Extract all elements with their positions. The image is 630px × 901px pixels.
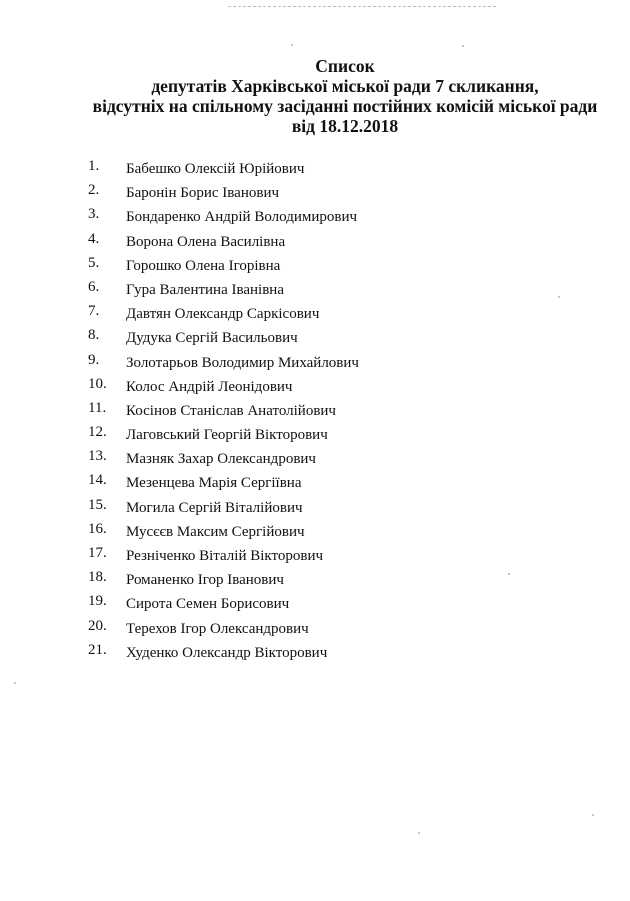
deputy-name: Ворона Олена Василівна (126, 233, 286, 250)
item-number: 9. (88, 351, 100, 368)
deputy-name: Терехов Ігор Олександрович (126, 620, 309, 637)
item-number: 4. (88, 230, 100, 247)
deputy-name: Лаговський Георгій Вікторович (126, 427, 328, 444)
item-number: 10. (88, 375, 107, 392)
deputy-name: Бабешко Олексій Юрійович (126, 161, 305, 177)
scan-speck (508, 573, 510, 575)
deputy-name: Худенко Олександр Вікторович (126, 644, 328, 661)
deputy-name: Бондаренко Андрій Володимирович (126, 209, 358, 226)
item-number: 17. (88, 545, 107, 561)
item-number: 15. (88, 496, 107, 513)
document-description: відсутніх на спільному засіданні постійних комісій міської ради (92, 96, 598, 116)
document-header (0, 56, 630, 136)
item-number: 8. (88, 327, 100, 344)
deputy-name: Дудука Сергій Васильович (126, 330, 298, 347)
item-number: 11. (88, 399, 107, 416)
item-number: 3. (88, 206, 100, 223)
deputy-name: Могила Сергій Віталійович (126, 499, 303, 516)
deputy-name: Золотарьов Володимир Михайлович (126, 354, 359, 371)
deputy-name: Романенко Ігор Іванович (126, 572, 284, 589)
deputy-name: Колос Андрій Леонідович (126, 378, 293, 395)
scan-speck (558, 296, 560, 298)
deputy-name: Мусєєв Максим Сергійович (126, 523, 305, 540)
deputy-name: Косінов Станіслав Анатолійович (126, 402, 336, 419)
item-number: 21. (88, 641, 107, 658)
item-number: 7. (88, 303, 100, 320)
deputy-name: Горошко Олена Ігорівна (126, 257, 281, 274)
deputy-name: Сирота Семен Борисович (126, 596, 290, 613)
scan-edge-line (228, 6, 496, 7)
item-number: 16. (88, 520, 107, 537)
scan-speck (14, 682, 16, 684)
document-subtitle: депутатів Харківської міської ради 7 скликання, (151, 76, 539, 96)
item-number: 6. (88, 278, 100, 295)
item-number: 1. (88, 158, 100, 174)
item-number: 14. (88, 472, 107, 489)
scan-speck (462, 45, 464, 47)
item-number: 18. (88, 569, 107, 586)
deputy-name: Мазняк Захар Олександрович (126, 451, 316, 468)
document-date: від 18.12.2018 (291, 116, 399, 136)
deputy-name: Баронін Борис Іванович (126, 185, 280, 202)
item-number: 2. (88, 182, 100, 199)
scan-speck (418, 832, 420, 834)
document-title: Список (315, 56, 375, 76)
deputy-name: Гура Валентина Іванівна (126, 281, 284, 298)
deputy-name: Резніченко Віталій Вікторович (126, 548, 324, 564)
deputy-name: Давтян Олександр Саркісович (126, 306, 320, 323)
item-number: 12. (88, 424, 107, 441)
item-number: 13. (88, 448, 107, 465)
item-number: 19. (88, 593, 107, 610)
item-number: 5. (88, 254, 100, 271)
deputy-name: Мезенцева Марія Сергіївна (126, 475, 302, 492)
item-number: 20. (88, 617, 107, 634)
scan-speck (291, 44, 293, 46)
scan-speck (592, 814, 594, 816)
